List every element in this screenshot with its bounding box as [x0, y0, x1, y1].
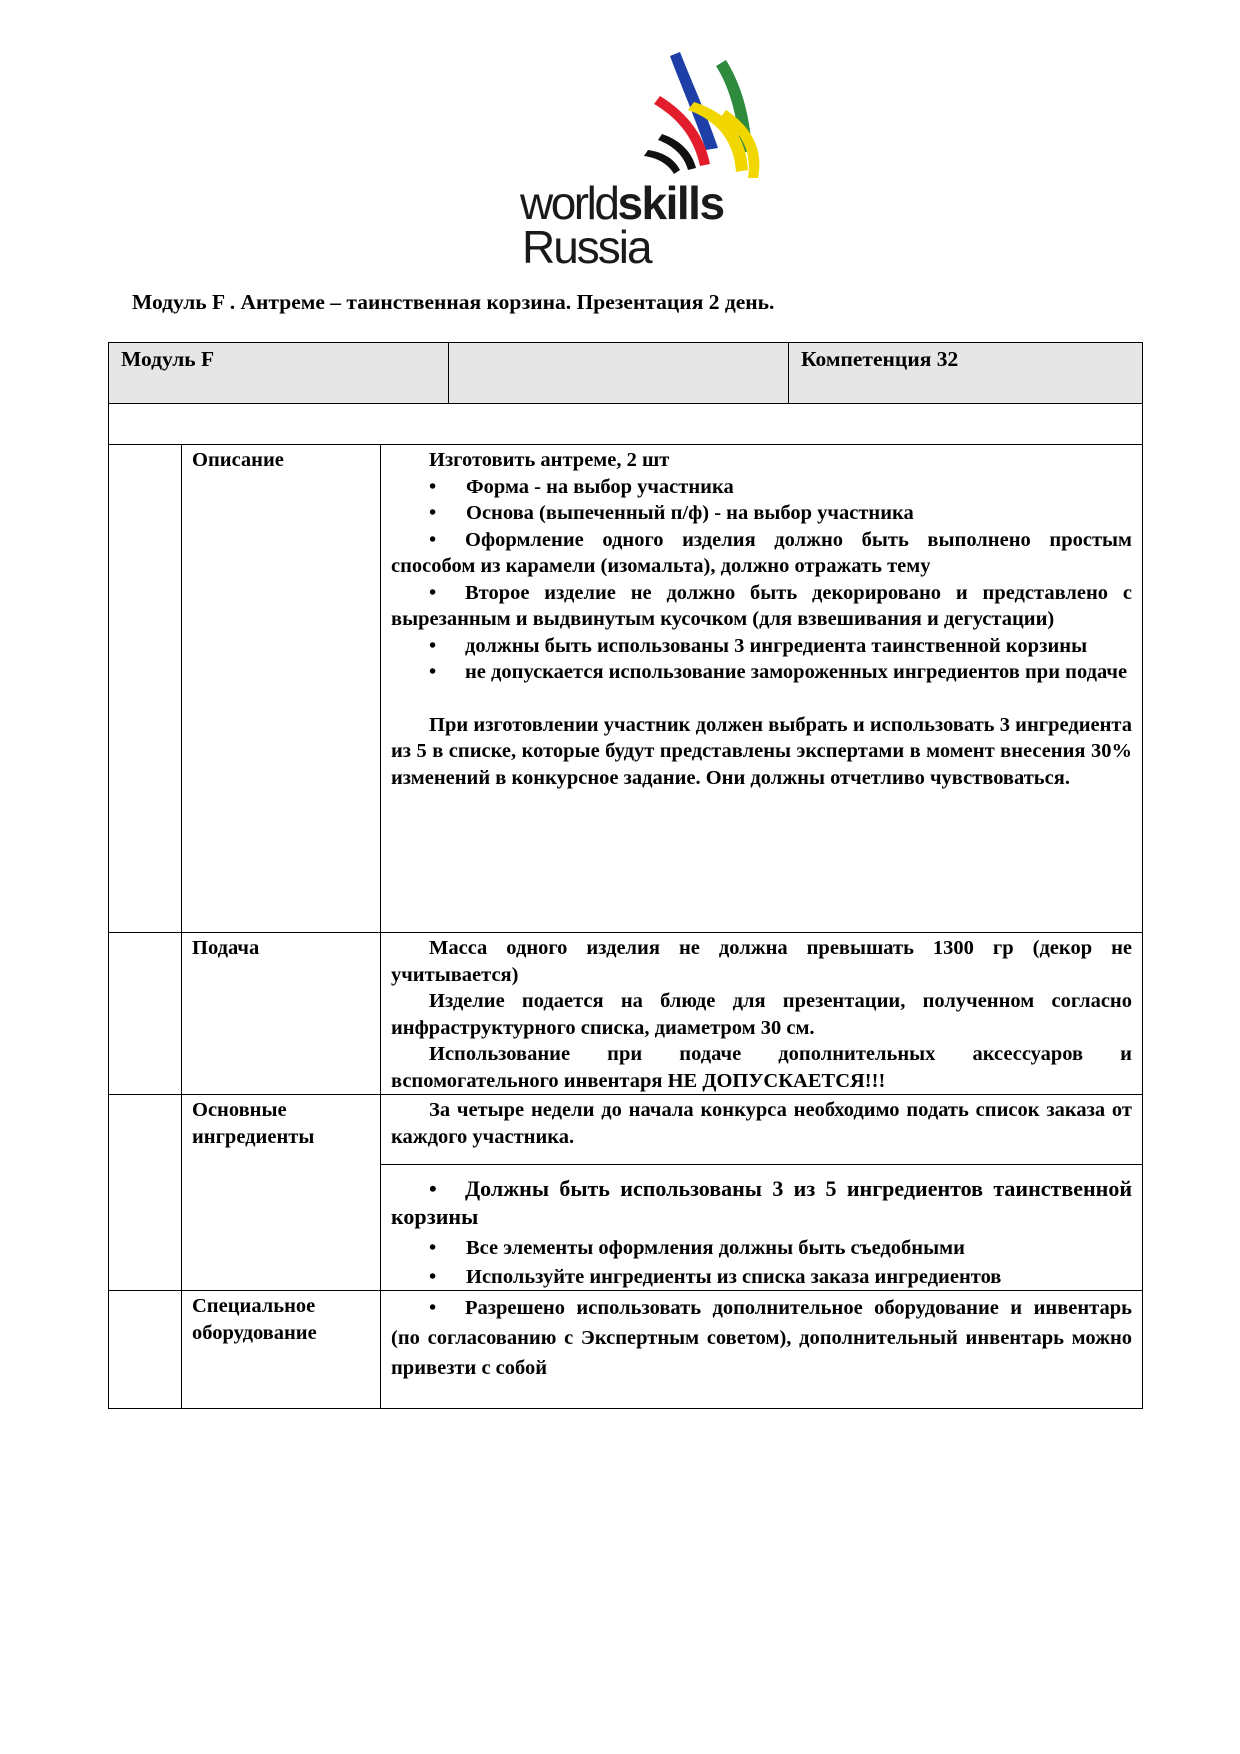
ingredients-intro: За четыре недели до начала конкурса необходимо подать список заказа от каждого участника.: [391, 1099, 1132, 1148]
row-number-cell: [109, 933, 182, 1095]
bullet-icon: •: [429, 1297, 437, 1319]
header-module-cell: Модуль F: [109, 343, 449, 404]
task-table: [108, 444, 1143, 1409]
row-ingredients: [109, 1095, 1143, 1291]
list-item: • Форма - на выбор участника: [391, 474, 1132, 501]
description-content: [381, 445, 1143, 933]
row-label-equipment: Специальное оборудование: [182, 1291, 381, 1409]
header-blank-row: [109, 404, 1143, 445]
logo-ribbons-icon: [520, 48, 780, 188]
list-item: • Разрешено использовать дополнительное оборудование и инвентарь (по согласованию с Экспертным советом), дополнительный инвентарь можно привезти с собой: [391, 1293, 1132, 1383]
row-label-serving: Подача: [182, 933, 381, 1095]
logo-text-russia: Russia: [522, 221, 651, 273]
serving-line: Масса одного изделия не должна превышать 1300 гр (декор не учитывается): [391, 937, 1132, 986]
list-item: • Второе изделие не должно быть декорировано и представлено с вырезанным и выдвинутым кусочком (для взвешивания и дегустации): [391, 581, 1132, 630]
list-item: • должны быть использованы 3 ингредиента таинственной корзины: [391, 633, 1132, 660]
list-item: • Используйте ингредиенты из списка заказа ингредиентов: [391, 1264, 1132, 1291]
module-header-table: [108, 342, 1143, 445]
serving-content: [381, 933, 1143, 1095]
row-label-ingredients: Основные ингредиенты: [182, 1095, 381, 1291]
list-item: • Основа (выпеченный п/ф) - на выбор участника: [391, 500, 1132, 527]
description-intro: Изготовить антреме, 2 шт: [429, 449, 670, 471]
serving-line: Изделие подается на блюде для презентации, полученном согласно инфраструктурного списка, диаметром 30 см.: [391, 990, 1132, 1039]
header-empty-cell: [449, 343, 789, 404]
bullet-icon: •: [429, 581, 437, 604]
header-competence-cell: Компетенция 32: [789, 343, 1143, 404]
worldskills-logo: [520, 48, 780, 273]
bullet-icon: •: [429, 1265, 437, 1288]
row-number-cell: [109, 1291, 182, 1409]
document-title: Модуль F . Антреме – таинственная корзина. Презентация 2 день.: [132, 290, 775, 314]
ingredients-content: [381, 1095, 1143, 1291]
row-serving: [109, 933, 1143, 1095]
row-equipment: [109, 1291, 1143, 1409]
list-item: • Все элементы оформления должны быть съедобными: [391, 1235, 1132, 1262]
row-number-cell: [109, 1095, 182, 1291]
row-description: [109, 445, 1143, 933]
bullet-icon: •: [429, 502, 437, 524]
description-note: При изготовлении участник должен выбрать и использовать 3 ингредиента из 5 в списке, которые будут представлены экспертами в момент внесения 30% изменений в конкурсное задание. Они должны отчетливо чувствоваться.: [391, 713, 1132, 789]
bullet-icon: •: [429, 528, 437, 551]
list-item: • не допускается использование замороженных ингредиентов при подаче: [391, 659, 1132, 686]
bullet-icon: •: [429, 1237, 437, 1259]
list-item: • Должны быть использованы 3 из 5 ингредиентов таинственной корзины: [391, 1176, 1132, 1229]
equipment-content: [381, 1291, 1143, 1409]
ingredients-divider: [381, 1164, 1142, 1290]
serving-line: Использование при подаче дополнительных аксессуаров и вспомогательного инвентаря НЕ ДОПУСКАЕТСЯ!!!: [391, 1043, 1132, 1092]
bullet-icon: •: [429, 634, 437, 657]
bullet-icon: •: [429, 661, 437, 683]
bullet-icon: •: [429, 475, 437, 498]
bullet-icon: •: [429, 1176, 437, 1201]
row-number-cell: [109, 445, 182, 933]
list-item: • Оформление одного изделия должно быть выполнено простым способом из карамели (изомальта), должно отражать тему: [391, 528, 1132, 577]
row-label-description: Описание: [182, 445, 381, 933]
logo-text-worldskills: worldskills: [520, 177, 724, 229]
